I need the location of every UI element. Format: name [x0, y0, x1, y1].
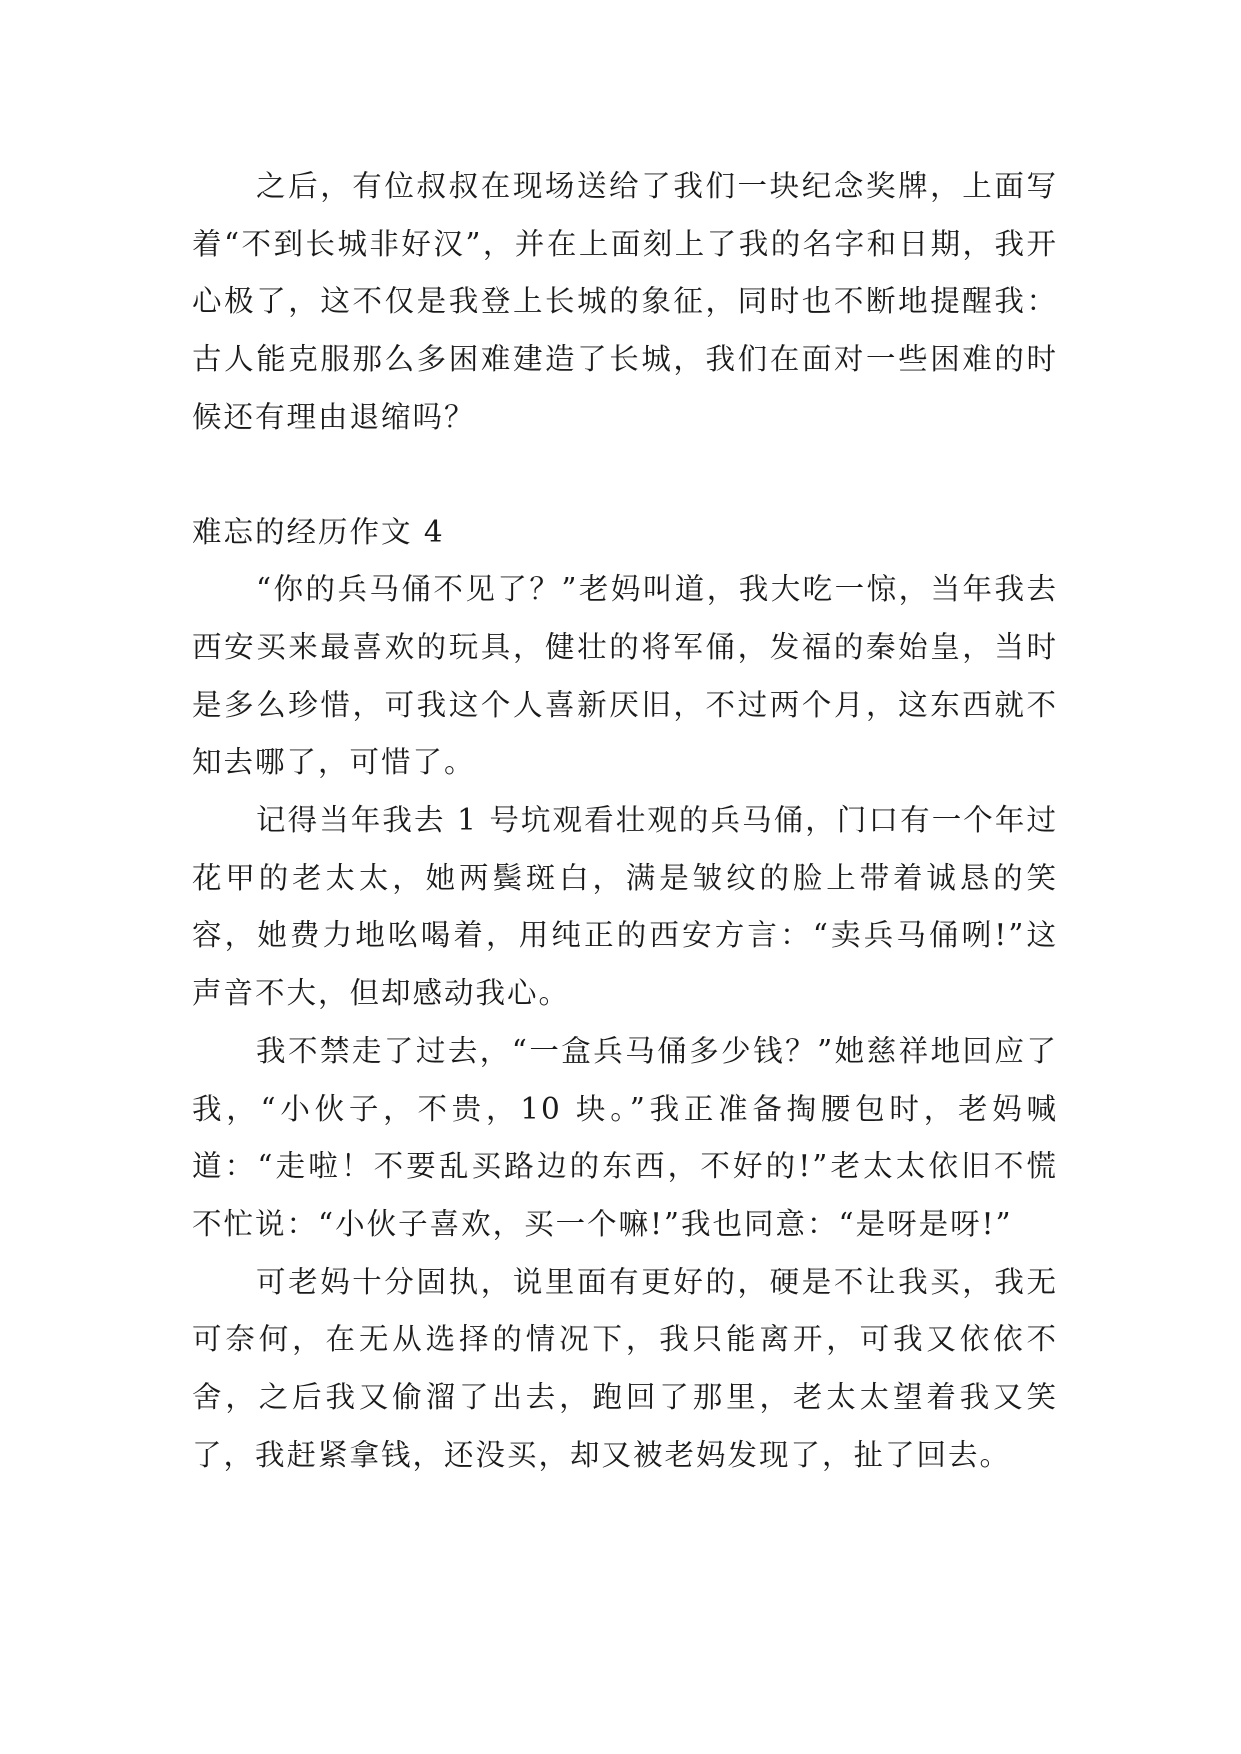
paragraph-missing-terracotta: “你的兵马俑不见了？”老妈叫道，我大吃一惊，当年我去西安买来最喜欢的玩具，健壮的将军俑，发福的秦始皇，当时是多么珍惜，可我这个人喜新厌旧，不过两个月，这东西就不知去哪了，可惜了。 — [192, 572, 1058, 780]
paragraph-award-medal: 之后，有位叔叔在现场送给了我们一块纪念奖牌，上面写着“不到长城非好汉”，并在上面刻上了我的名字和日期，我开心极了，这不仅是我登上长城的象征，同时也不断地提醒我：古人能克服那么多困难建造了长城，我们在面对一些困难的时候还有理由退缩吗？ — [192, 169, 1058, 434]
document-body — [192, 158, 1058, 1484]
paragraph-old-lady-vendor: 记得当年我去 1 号坑观看壮观的兵马俑，门口有一个年过花甲的老太太，她两鬓斑白，满是皱纹的脸上带着诚恳的笑容，她费力地吆喝着，用纯正的西安方言：“卖兵马俑咧!”这声音不大，但却感动我心。 — [192, 803, 1058, 1011]
paragraph-asking-price: 我不禁走了过去，“一盒兵马俑多少钱？”她慈祥地回应了我，“小伙子，不贵，10 块。”我正准备掏腰包时，老妈喊道：“走啦！不要乱买路边的东西，不好的!”老太太依旧不慌不忙说：“小伙子喜欢，买一个嘛!”我也同意：“是呀是呀!” — [192, 1033, 1058, 1241]
paragraph-mom-refuses: 可老妈十分固执，说里面有更好的，硬是不让我买，我无可奈何，在无从选择的情况下，我只能离开，可我又依依不舍，之后我又偷溜了出去，跑回了那里，老太太望着我又笑了，我赶紧拿钱，还没买，却又被老妈发现了，扯了回去。 — [192, 1264, 1058, 1472]
section-title: 难忘的经历作文 4 — [192, 514, 445, 549]
